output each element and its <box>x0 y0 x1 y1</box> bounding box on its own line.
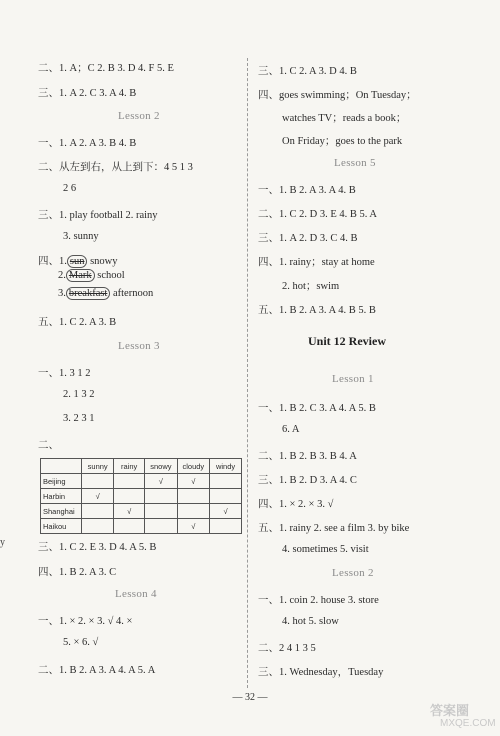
answer-line: 二、1. C 2. D 3. E 4. B 5. A <box>258 209 378 220</box>
table-header-row <box>41 459 242 474</box>
answer-line: 2. hot；swim <box>282 281 340 292</box>
answer-line: 3. breakfast afternoon <box>58 288 154 299</box>
table-cell: Beijing <box>41 474 82 489</box>
lesson-heading: Lesson 3 <box>118 340 160 352</box>
table-header: sunny <box>82 459 114 474</box>
answer-line: 三、1. A 2. C 3. A 4. B <box>38 88 137 99</box>
answer-line: 四、goes swimming；On Tuesday； <box>258 90 417 101</box>
answer-line: 二、1. B 2. B 3. B 4. A <box>258 451 357 462</box>
table-cell <box>177 489 210 504</box>
answer-line: 五、1. B 2. A 3. A 4. B 5. B <box>258 305 376 316</box>
answer-line: 一、1. A 2. A 3. B 4. B <box>38 138 137 149</box>
watermark-logo: 答案圈 <box>430 703 470 718</box>
table-cell <box>210 519 242 534</box>
table-cell <box>82 504 114 519</box>
table-cell <box>145 504 177 519</box>
corrected-word: breakfast <box>66 287 110 300</box>
answer-line: 五、1. rainy 2. see a film 3. by bike <box>258 523 410 534</box>
corrected-word: sun <box>67 255 88 268</box>
table-row <box>41 474 242 489</box>
answer-line: 一、1. × 2. × 3. √ 4. × <box>38 616 133 627</box>
answer-line: 三、1. C 2. A 3. D 4. B <box>258 66 357 77</box>
table-cell <box>145 489 177 504</box>
answer-line: 三、1. play football 2. rainy <box>38 210 158 221</box>
unit-title: Unit 12 Review <box>308 334 386 348</box>
table-cell: Shanghai <box>41 504 82 519</box>
answer-line: 一、1. B 2. A 3. A 4. B <box>258 185 356 196</box>
table-header <box>41 459 82 474</box>
lesson-heading: Lesson 1 <box>332 373 374 385</box>
table-cell <box>114 474 145 489</box>
answer-line: 3. 2 3 1 <box>63 413 95 424</box>
lesson-heading: Lesson 2 <box>332 567 374 579</box>
table-cell <box>114 489 145 504</box>
answer-line: 三、1. B 2. D 3. A 4. C <box>258 475 357 486</box>
table-row <box>41 504 242 519</box>
table-cell <box>82 474 114 489</box>
table-row <box>41 519 242 534</box>
table-row <box>41 489 242 504</box>
answer-line: 二、1. B 2. A 3. A 4. A 5. A <box>38 665 156 676</box>
answer-line: 4. hot 5. slow <box>282 616 339 627</box>
answer-line: 四、1. × 2. × 3. √ <box>258 499 334 510</box>
answer-line: 四、1. rainy；stay at home <box>258 257 375 268</box>
table-header: snowy <box>145 459 177 474</box>
lesson-heading: Lesson 4 <box>115 588 157 600</box>
table-cell <box>82 519 114 534</box>
table-cell <box>210 474 242 489</box>
weather-table <box>40 458 242 534</box>
table-cell: √ <box>114 504 145 519</box>
answer-line: 一、1. B 2. C 3. A 4. A 5. B <box>258 403 376 414</box>
table-cell <box>210 489 242 504</box>
table-cell: √ <box>177 474 210 489</box>
answer-line: 2 6 <box>63 183 77 194</box>
answer-line: 三、1. Wednesday，Tuesday <box>258 667 384 678</box>
watermark-url: MXQE.COM <box>440 718 496 729</box>
lesson-heading: Lesson 5 <box>334 157 376 169</box>
table-cell: Harbin <box>41 489 82 504</box>
answer-line: 二、1. A；C 2. B 3. D 4. F 5. E <box>38 63 174 74</box>
table-header: windy <box>210 459 242 474</box>
table-cell: √ <box>210 504 242 519</box>
answer-line: 4. sometimes 5. visit <box>282 544 369 555</box>
answer-line: 三、1. A 2. D 3. C 4. B <box>258 233 358 244</box>
answer-line: 四、1. sun snowy <box>38 256 118 267</box>
page-number: — 32 — <box>232 692 268 703</box>
table-cell <box>177 504 210 519</box>
answer-line: 6. A <box>282 424 300 435</box>
column-divider <box>247 58 248 688</box>
answer-line: 一、1. coin 2. house 3. store <box>258 595 379 606</box>
corrected-word: Mark <box>66 269 95 282</box>
answer-line: 3. sunny <box>63 231 99 242</box>
answer-line: watches TV；reads a book； <box>282 113 407 124</box>
answer-line: 三、1. C 2. E 3. D 4. A 5. B <box>38 542 157 553</box>
table-header: cloudy <box>177 459 210 474</box>
answer-line: 四、1. B 2. A 3. C <box>38 567 117 578</box>
lesson-heading: Lesson 2 <box>118 110 160 122</box>
answer-line: 二、2 4 1 3 5 <box>258 643 316 654</box>
answer-line: 二、 <box>38 440 59 451</box>
answer-line: 五、1. C 2. A 3. B <box>38 317 117 328</box>
table-cell: Haikou <box>41 519 82 534</box>
margin-mark: y <box>0 537 5 548</box>
table-cell <box>145 519 177 534</box>
table-header: rainy <box>114 459 145 474</box>
answer-line: On Friday；goes to the park <box>282 136 403 147</box>
table-cell: √ <box>177 519 210 534</box>
answer-line: 一、1. 3 1 2 <box>38 368 91 379</box>
answer-line: 二、从左到右，从上到下：4 5 1 3 <box>38 162 193 173</box>
table-cell: √ <box>82 489 114 504</box>
table-cell <box>114 519 145 534</box>
answer-line: 2. 1 3 2 <box>63 389 95 400</box>
answer-line: 2. Mark school <box>58 270 125 281</box>
table-cell: √ <box>145 474 177 489</box>
answer-line: 5. × 6. √ <box>63 637 99 648</box>
